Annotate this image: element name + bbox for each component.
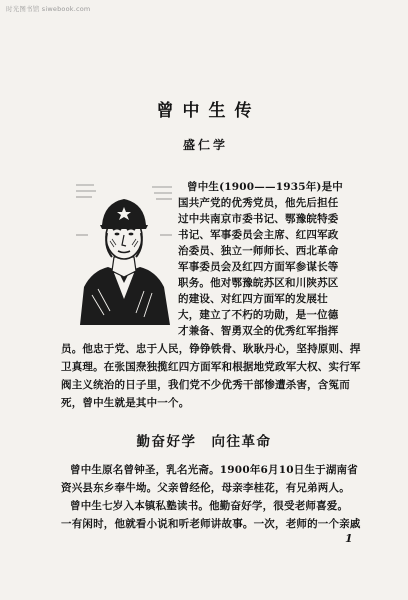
watermark: 时光图书馆 siwebook.com [6,5,91,13]
paragraph-line: 阀主义统治的日子里，我们党不少优秀干部惨遭杀害，含冤而 [61,379,350,391]
section-heading: 勤奋好学 向往革命 [136,434,272,450]
paragraph-line: 治委员、独立一师师长、西北革命 [178,245,339,257]
paragraph-line: 曾中生(1900——1935年)是中 [187,181,343,193]
paragraph-line: 曾中生七岁入本镇私塾读书。他勤奋好学，很受老师喜爱。 [70,500,349,512]
paragraph-line: 职务。他对鄂豫皖苏区和川陕苏区 [178,277,339,289]
paragraph-line: 的建设、对红四方面军的发展壮 [178,293,328,305]
chapter-title: 曾中生传 [156,101,261,121]
paragraph-line: 国共产党的优秀党员，他先后担任 [178,197,339,209]
paragraph-line: 一有闲时，他就看小说和听老师讲故事。一次，老师的一个亲戚 [61,518,361,530]
paragraph-line: 卫真理。在张国焘独揽红四方面军和根据地党政军大权、实行军 [61,361,361,373]
paragraph-line: 曾中生原名曾钟圣，乳名光斋。1900年6月10日生于湖南省 [70,464,358,476]
paragraph-line: 死，曾中生就是其中一个。 [61,397,190,409]
paragraph-line: 大，建立了不朽的功勋，是一位德 [178,309,339,321]
page-number: 1 [345,532,353,545]
paragraph-line: 军事委员会及红四方面军参谋长等 [178,261,339,273]
paragraph-line: 员。他忠于党、忠于人民，铮铮铁骨、耿耿丹心，坚持原则、捍 [61,343,361,355]
paragraph-line: 才兼备、智勇双全的优秀红军指挥 [178,325,339,337]
portrait-illustration [74,175,174,325]
paragraph-line: 资兴县东乡奉牛坳。父亲曾经伦，母亲李桂花，有兄弟两人。 [61,482,350,494]
paragraph-line: 过中共南京市委书记、鄂豫皖特委 [178,213,339,225]
author-name: 盛仁学 [182,138,228,152]
paragraph-line: 书记、军事委员会主席、红四军政 [178,229,339,241]
